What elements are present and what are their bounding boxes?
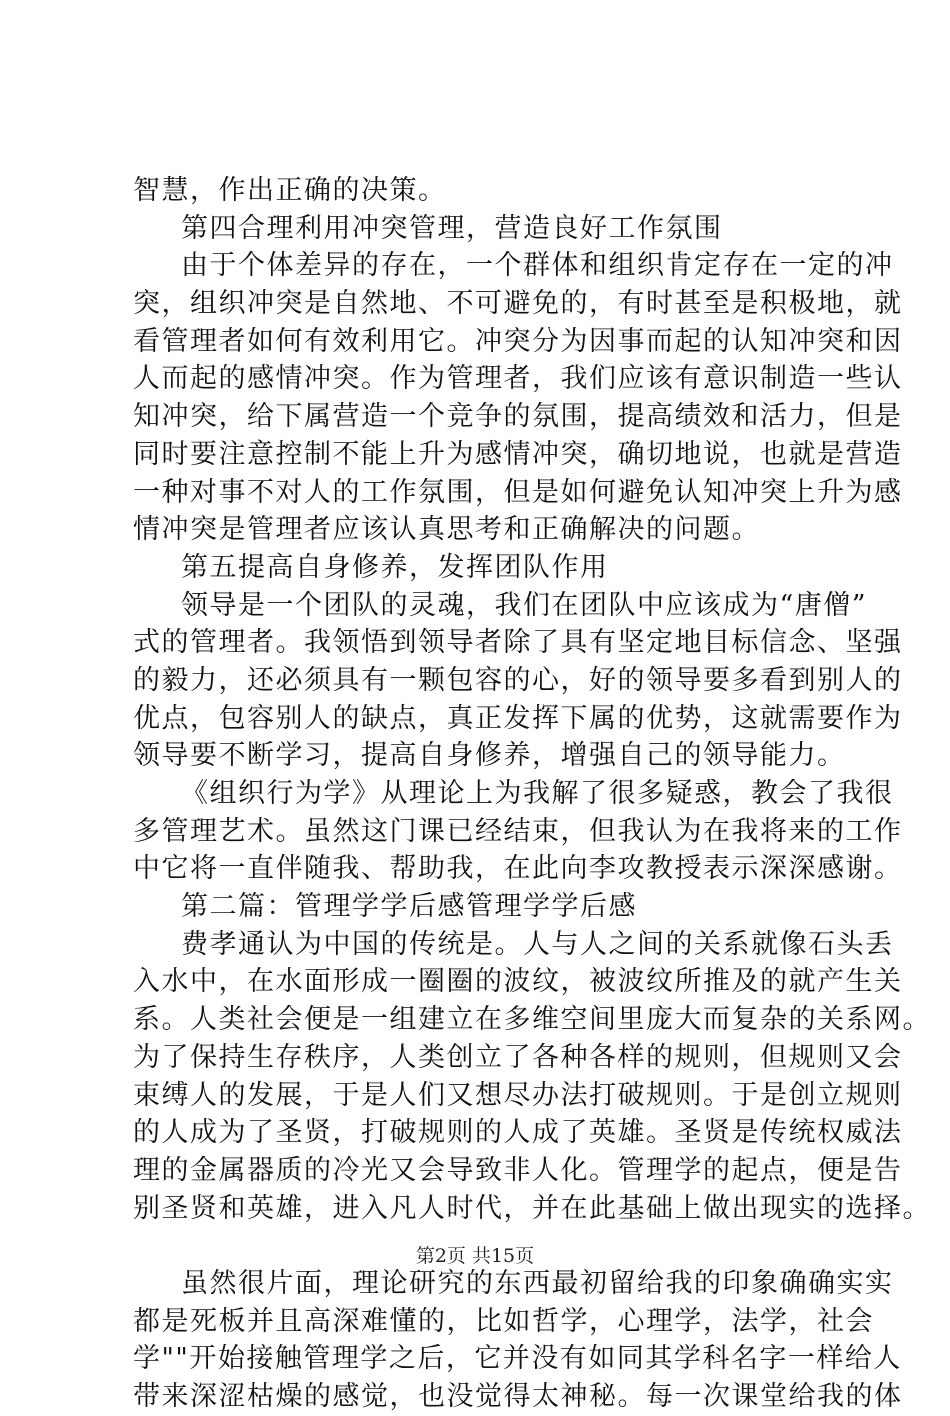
text-line: 学""开始接触管理学之后，它并没有如同其学科名字一样给人 [133,1343,902,1375]
text-line: 的毅力，还必须具有一颗包容的心，好的领导要多看到别人的 [133,664,903,696]
text-line: 费孝通认为中国的传统是。人与人之间的关系就像石头丢 [181,928,894,960]
text-line: 的人成为了圣贤，打破规则的人成了英雄。圣贤是传统权威法 [133,1117,903,1149]
text-line: 第二篇：管理学学后感管理学学后感 [181,891,637,923]
text-line: 突，组织冲突是自然地、不可避免的，有时甚至是积极地，就 [133,288,903,320]
text-line: 由于个体差异的存在，一个群体和组织肯定存在一定的冲 [181,250,894,282]
text-line: 为了保持生存秩序，人类创立了各种各样的规则，但规则又会 [133,1041,903,1073]
text-line: 都是死板并且高深难懂的，比如哲学，心理学，法学，社会 [133,1305,874,1337]
text-line: 知冲突，给下属营造一个竞争的氛围，提高绩效和活力，但是 [133,401,903,433]
text-line: 束缚人的发展，于是人们又想尽办法打破规则。于是创立规则 [133,1079,903,1111]
text-line: 式的管理者。我领悟到领导者除了具有坚定地目标信念、坚强 [133,627,903,659]
text-line: 看管理者如何有效利用它。冲突分为因事而起的认知冲突和因 [133,325,903,357]
text-line: 第四合理利用冲突管理，营造良好工作氛围 [181,212,723,244]
page-number-label: 第2页 共15页 [415,1245,535,1267]
text-line: 领导是一个团队的灵魂，我们在团队中应该成为“唐僧” [181,589,868,621]
text-line: 入水中，在水面形成一圈圈的波纹，被波纹所推及的就产生关 [133,966,903,998]
document-body [133,172,931,1416]
text-line: 同时要注意控制不能上升为感情冲突，确切地说，也就是营造 [133,438,903,470]
text-line: 第五提高自身修养，发挥团队作用 [181,551,609,583]
text-line: 智慧，作出正确的决策。 [133,175,447,206]
page-footer [0,1244,950,1268]
text-line: 中它将一直伴随我、帮助我，在此向李攻教授表示深深感谢。 [133,853,903,885]
text-line: 人而起的感情冲突。作为管理者，我们应该有意识制造一些认 [133,363,903,395]
text-line: 《组织行为学》从理论上为我解了很多疑惑，教会了我很 [181,778,894,809]
text-line: 多管理艺术。虽然这门课已经结束，但我认为在我将来的工作 [133,815,903,847]
text-line: 系。人类社会便是一组建立在多维空间里庞大而复杂的关系网。 [133,1004,931,1036]
text-line: 优点，包容别人的缺点，真正发挥下属的优势，这就需要作为 [133,702,903,734]
text-line: 别圣贤和英雄，进入凡人时代，并在此基础上做出现实的选择。 [133,1192,931,1224]
text-line: 虽然很片面，理论研究的东西最初留给我的印象确确实实 [181,1267,894,1299]
text-line: 情冲突是管理者应该认真思考和正确解决的问题。 [133,514,760,546]
text-line: 领导要不断学习，提高自身修养，增强自己的领导能力。 [133,740,846,772]
text-line: 带来深涩枯燥的感觉，也没觉得太神秘。每一次课堂给我的体 [133,1381,903,1412]
text-line: 一种对事不对人的工作氛围，但是如何避免认知冲突上升为感 [133,476,903,508]
text-line: 理的金属器质的冷光又会导致非人化。管理学的起点，便是告 [133,1154,903,1186]
